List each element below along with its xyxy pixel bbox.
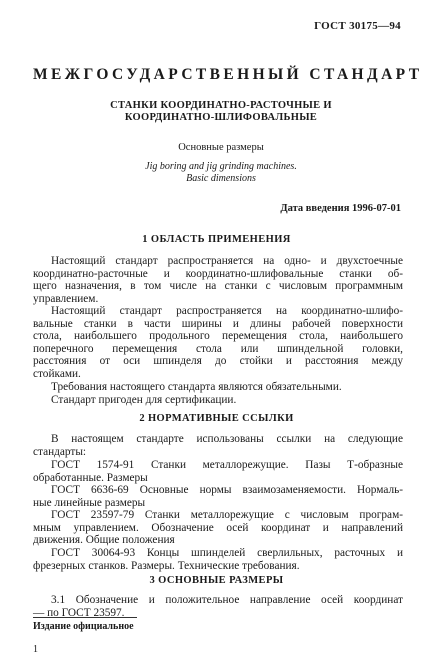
english-title-line: Basic dimensions [186,173,256,184]
reference-item [33,484,403,509]
text-line: ГОСТ 30064-93 Концы шпинделей сверлильных, расточных и [51,547,403,559]
reference-item [33,459,403,484]
text-line: поперечного перемещения стола или шпиндельной головки, [33,342,403,355]
title-line: СТАНКИ КООРДИНАТНО-РАСТОЧНЫЕ И [110,100,332,111]
text-line: координатно-расточные и координатно-шлифовальные станки об- [33,267,403,280]
reference-item [33,509,403,547]
paragraph [33,255,403,305]
text-line: фрезерных станков. Размеры. Технические требования. [33,559,300,572]
text-line: щего назначения, в том числе на станки с числовым программным [33,280,403,293]
text-line: ГОСТ 23597-79 Станки металлорежущие с числовым програм- [51,509,403,521]
paragraph [33,394,403,407]
text-line: Настоящий стандарт распространяется на координатно-шлифо- [51,305,403,317]
text-line: Стандарт пригоден для сертификации. [51,394,237,406]
document-title [40,100,402,124]
text-line: мным управлением. Обозначение осей координат и направлений [33,521,403,534]
text-line: стойками. [33,367,81,380]
standard-type-heading: МЕЖГОСУДАРСТВЕННЫЙ СТАНДАРТ [33,66,423,83]
text-line: стола, наибольшего продольного перемещения стола, наибольшего [33,330,403,343]
section-heading-references: 2 НОРМАТИВНЫЕ ССЫЛКИ [139,413,294,424]
english-title-line: Jig boring and jig grinding machines. [145,161,297,172]
text-line: движения. Общие положения [33,534,175,547]
title-line: КООРДИНАТНО-ШЛИФОВАЛЬНЫЕ [124,112,318,123]
text-line: — по ГОСТ 23597. [33,606,125,619]
text-line: ГОСТ 6636-69 Основные нормы взаимозаменяемости. Нормаль- [51,484,403,496]
page-number: 1 [33,644,38,655]
text-line: Требования настоящего стандарта являются обязательными. [51,381,342,393]
text-line: стандарты: [33,445,87,458]
paragraph [33,305,403,381]
text-line: ные линейные размеры [33,496,146,509]
reference-item [33,547,403,572]
effective-date: Дата введения 1996-07-01 [280,203,401,214]
document-subtitle: Основные размеры [178,142,264,153]
text-line: расстояния от оси шпинделя до стойки и расстояния между [33,355,403,368]
edition-note: Издание официальное [33,621,134,632]
text-line: ГОСТ 1574-91 Станки металлорежущие. Пазы Т-образные [51,459,403,471]
text-line: обработанные. Размеры [33,471,148,484]
footer-divider [33,617,137,618]
english-title [40,161,402,185]
document-code: ГОСТ 30175—94 [314,20,401,32]
text-line: Настоящий стандарт распространяется на одно- и двухстоечные [51,255,403,267]
section-heading-dimensions: 3 ОСНОВНЫЕ РАЗМЕРЫ [149,575,284,586]
text-line: вальные станки в части ширины и длины рабочей поверхности [33,317,403,330]
text-line: 3.1 Обозначение и положительное направление осей координат [51,594,403,606]
text-line: управлением. [33,292,99,305]
paragraph [33,381,403,394]
paragraph [33,594,403,619]
text-line: В настоящем стандарте использованы ссылки на следующие [51,433,403,445]
section-heading-scope: 1 ОБЛАСТЬ ПРИМЕНЕНИЯ [142,234,291,245]
paragraph [33,433,403,458]
